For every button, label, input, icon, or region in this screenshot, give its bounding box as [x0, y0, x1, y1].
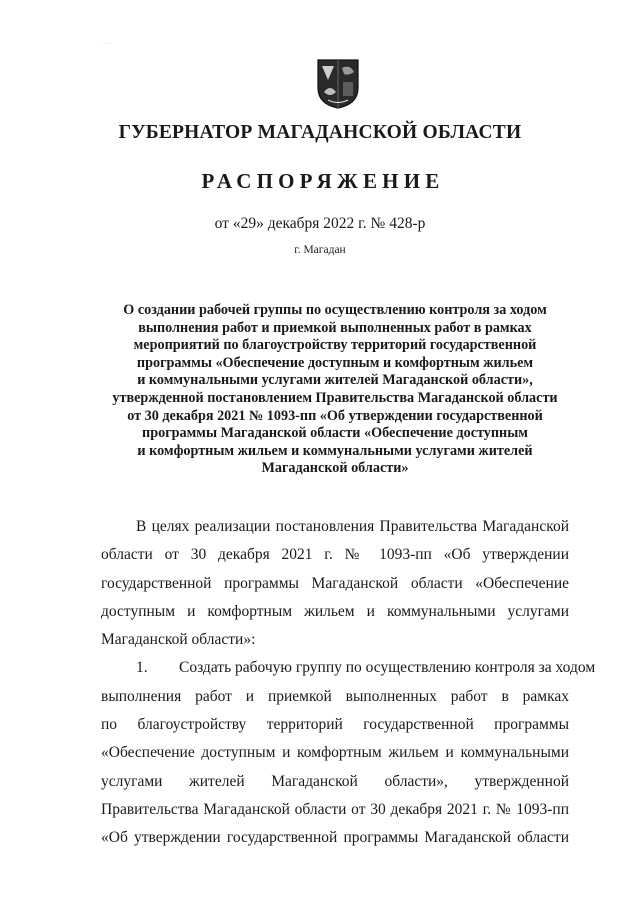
heading-line: Магаданской области» [261, 460, 409, 477]
body-line: доступным и комфортным жильем и коммунальными услугами [101, 602, 569, 620]
body-line: Правительства Магаданской области от 30 декабря 2021 г. № 1093-пп [101, 800, 569, 818]
coat-of-arms-icon [316, 58, 360, 110]
item-1-text: Создать рабочую группу по осуществлению контроля за ходом [179, 659, 596, 677]
heading-line: от 30 декабря 2021 № 1093-пп «Об утверждении государственной [127, 407, 543, 424]
item-number: 1. [136, 659, 148, 677]
heading-line: выполнения работ и приемкой выполненных работ в рамках [138, 319, 532, 336]
document-type-title: РАСПОРЯЖЕНИЕ [201, 169, 445, 193]
body-line: области от 30 декабря 2021 г. № 1093-пп «Об утверждении [101, 546, 569, 564]
body-line: выполнения работ и приемкой выполненных работ в рамках [101, 687, 569, 705]
body-line: по благоустройству территорий государственной программы [101, 716, 569, 734]
heading-line: утвержденной постановлением Правительства Магаданской области [112, 389, 558, 406]
heading-line: программы «Обеспечение доступным и комфортным жильем [136, 354, 534, 371]
body-line: В целях реализации постановления Правительства Магаданской [136, 518, 569, 535]
heading-line: мероприятий по благоустройству территорий государственной [133, 337, 537, 354]
heading-line: программы Магаданской области «Обеспечение доступным [142, 425, 528, 442]
heading-line: и комфортным жильем и коммунальными услугами жителей [137, 442, 533, 459]
body-line: «Об утверждении государственной программы Магаданской области [101, 829, 569, 847]
heading-line: О создании рабочей группы по осуществлению контроля за ходом [123, 302, 547, 318]
body-line: «Обеспечение доступным и комфортным жильем и коммунальными [101, 744, 569, 762]
body-line: услугами жителей Магаданской области», утвержденной [101, 772, 569, 790]
scan-artifact: · · · [100, 40, 111, 48]
body-line: Магаданской области»: [101, 631, 256, 649]
order-body [101, 513, 596, 853]
governor-title: ГУБЕРНАТОР МАГАДАНСКОЙ ОБЛАСТИ [118, 122, 522, 143]
order-heading [100, 302, 570, 478]
body-line: государственной программы Магаданской области «Обеспечение [101, 574, 569, 592]
date-and-number: от «29» декабря 2022 г. № 428-р [214, 215, 426, 232]
city-line: г. Магадан [294, 244, 346, 256]
heading-line: и коммунальными услугами жителей Магаданской области», [137, 372, 533, 389]
item-1-first-line [101, 654, 596, 682]
